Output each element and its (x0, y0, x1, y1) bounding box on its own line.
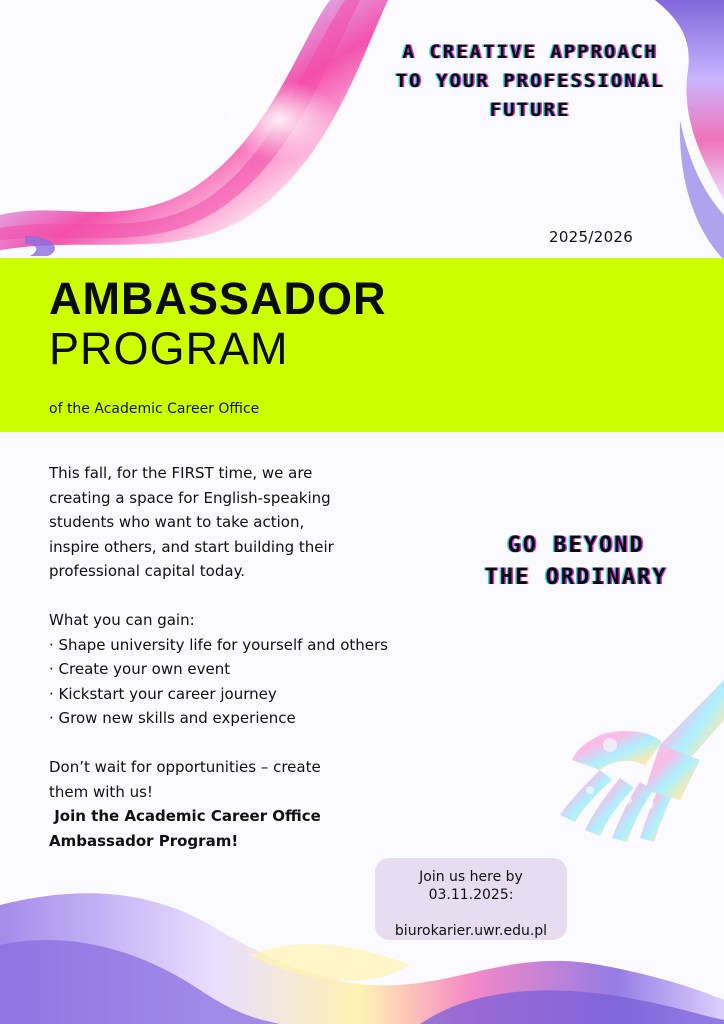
gain-list (49, 633, 449, 731)
robot-hand-illustration (560, 680, 724, 842)
cta-bold-line: Ambassador Program! (49, 831, 239, 850)
intro-line: professional capital today. (49, 562, 246, 580)
tagline-line-1: A CREATIVE APPROACH (402, 41, 658, 63)
program-title-line-1: AMBASSADOR (49, 273, 387, 324)
slogan (436, 530, 716, 594)
join-info-box (375, 858, 567, 940)
list-item: · Kickstart your career journey (49, 684, 277, 703)
cta-line: them with us! (49, 782, 153, 801)
slogan-line-2: THE ORDINARY (484, 565, 668, 590)
list-item: · Shape university life for yourself and others (49, 635, 388, 654)
tagline-line-2: TO YOUR PROFESSIONAL (395, 70, 665, 92)
spacer (49, 731, 449, 756)
cta-bold-line: Join the Academic Career Office (49, 807, 321, 825)
intro-line: This fall, for the FIRST time, we are (49, 464, 313, 482)
title-band (0, 258, 724, 432)
spacer (49, 584, 449, 609)
join-url-link[interactable]: biurokarier.uwr.edu.pl (394, 923, 548, 939)
tagline (350, 38, 710, 125)
academic-year: 2025/2026 (549, 228, 634, 246)
join-label: Join us here by (419, 869, 523, 885)
list-item: · Grow new skills and experience (49, 709, 296, 727)
list-item: · Create your own event (49, 660, 231, 678)
intro-line: inspire others, and start building their (49, 537, 334, 556)
gain-heading: What you can gain: (49, 611, 195, 629)
slogan-line-1: GO BEYOND (507, 533, 645, 558)
program-subtitle: of the Academic Career Office (49, 401, 260, 417)
join-deadline: 03.11.2025: (428, 887, 514, 903)
program-title-line-2: PROGRAM (49, 323, 289, 374)
cta-line: Don’t wait for opportunities – create (49, 758, 321, 776)
body-text (49, 461, 449, 853)
tagline-line-3: FUTURE (489, 99, 571, 121)
intro-line: students who want to take action, (49, 513, 305, 531)
intro-line: creating a space for English-speaking (49, 488, 331, 507)
